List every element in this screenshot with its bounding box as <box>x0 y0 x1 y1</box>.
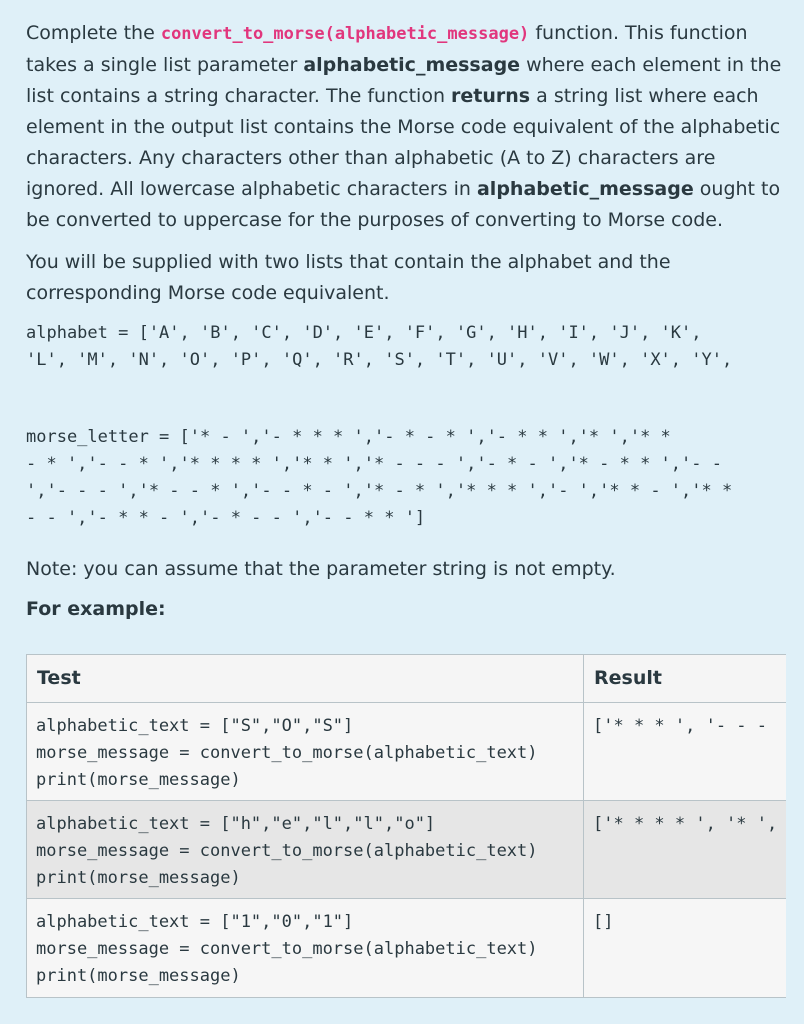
test-cell <box>27 899 584 998</box>
table-row <box>27 703 787 801</box>
returns-keyword: returns <box>451 85 531 107</box>
table-row <box>27 801 787 899</box>
alphabet-code: alphabet = ['A', 'B', 'C', 'D', 'E', 'F', 'G', 'H', 'I', 'J', 'K', 'L', 'M', 'N', 'O', 'P', 'Q', 'R', 'S', 'T', 'U', 'V', 'W', 'X', 'Y', <box>26 323 733 370</box>
result-cell <box>584 703 787 801</box>
result-cell <box>584 899 787 998</box>
header-result: Result <box>584 655 787 703</box>
result-code: ['* * * ', '- - - <box>593 716 767 736</box>
description-paragraph-1 <box>26 18 786 236</box>
result-code: ['* * * * ', '* ', <box>593 814 778 834</box>
header-test: Test <box>27 655 584 703</box>
table-row <box>27 899 787 998</box>
examples-table <box>26 654 786 998</box>
example-heading: For example: <box>26 598 166 620</box>
test-code: alphabetic_text = ["h","e","l","l","o"] morse_message = convert_to_morse(alphabetic_text) print(morse_message) <box>36 814 538 888</box>
morse-letter-code: morse_letter = ['* - ','- * * * ','- * - * ','- * * ','* ','* * - * ','- - * ','* * * * ','* * ','* - - - ','- * - ','* - * * ','- - ','- - - ','* - - * ','- - * - ','* - * ','* * * ','- ','* * - ','* * - - ','- * * - ','- * - - ','- - * * '] <box>26 427 733 528</box>
text-segment: ought to be converted to uppercase for the purposes of converting to Morse code. <box>26 178 781 231</box>
param-name: alphabetic_message <box>476 178 694 200</box>
text-segment: a string list where each element in the output list contains the Morse code equivalent of the alphabetic characters. Any characters other than alphabetic (A to Z) characters are ignored. All lowercase alphabetic characters in <box>26 85 781 200</box>
param-name: alphabetic_message <box>303 54 521 76</box>
result-code: [] <box>593 912 614 932</box>
function-name: convert_to_morse(alphabetic_message) <box>160 24 530 44</box>
test-cell <box>27 703 584 801</box>
test-code: alphabetic_text = ["S","O","S"] morse_message = convert_to_morse(alphabetic_text) print(morse_message) <box>36 716 538 790</box>
test-code: alphabetic_text = ["1","0","1"] morse_message = convert_to_morse(alphabetic_text) print(morse_message) <box>36 912 538 986</box>
question-text <box>26 18 786 625</box>
result-cell <box>584 801 787 899</box>
table-header-row <box>27 655 787 703</box>
text-segment: function. This function takes a single list parameter <box>26 22 748 76</box>
test-cell <box>27 801 584 899</box>
text-segment: where each element in the list contains a string character. The function <box>26 54 782 107</box>
text-segment: Complete the <box>26 22 161 44</box>
description-paragraph-2: You will be supplied with two lists that contain the alphabet and the corresponding Morse code equivalent. <box>26 251 671 304</box>
note-text: Note: you can assume that the parameter string is not empty. <box>26 558 616 580</box>
examples-table-container[interactable] <box>26 654 786 998</box>
